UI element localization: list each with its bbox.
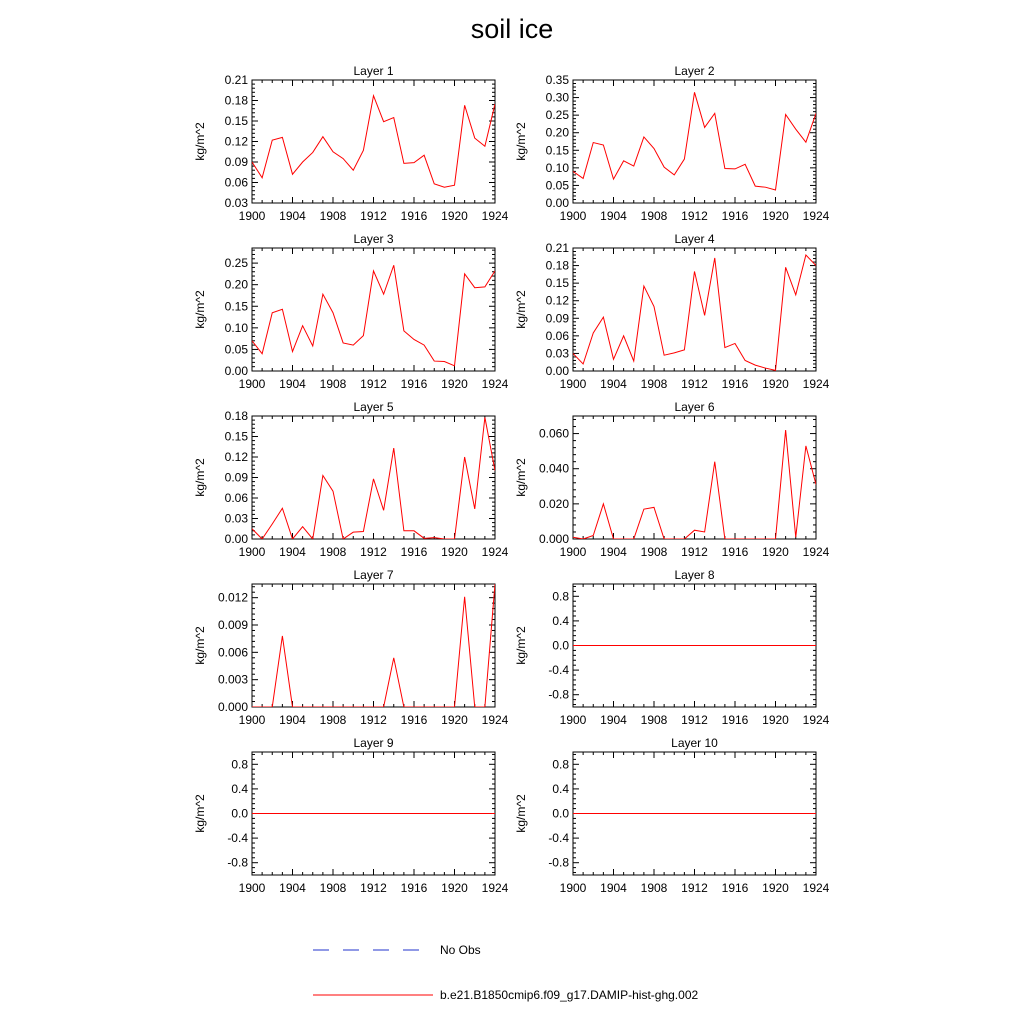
x-tick-label: 1908 <box>319 881 347 895</box>
x-tick-label: 1904 <box>600 881 627 895</box>
y-axis-label: kg/m^2 <box>514 458 528 497</box>
y-tick-label: 0.009 <box>217 618 248 632</box>
y-tick-label: 0.25 <box>545 108 569 123</box>
plot-frame <box>252 416 495 539</box>
y-tick-label: -0.8 <box>227 855 248 870</box>
panel-title: Layer 4 <box>674 232 715 246</box>
y-tick-label: 0.00 <box>545 196 569 210</box>
x-tick-label: 1912 <box>360 545 387 559</box>
x-tick-label: 1912 <box>681 881 708 895</box>
x-tick-label: 1904 <box>600 545 627 559</box>
y-tick-label: 0.8 <box>552 757 569 772</box>
x-tick-label: 1904 <box>279 881 306 895</box>
y-tick-label: 0.000 <box>538 532 569 546</box>
x-tick-label: 1924 <box>802 545 830 559</box>
x-tick-label: 1912 <box>360 881 387 895</box>
y-tick-label: 0.15 <box>224 114 248 128</box>
x-tick-label: 1916 <box>721 545 749 559</box>
x-tick-label: 1900 <box>238 713 266 727</box>
panel-layer-6 <box>514 400 830 559</box>
y-tick-label: 0.15 <box>545 276 569 291</box>
y-tick-label: -0.4 <box>227 831 248 846</box>
panel-layer-3 <box>193 232 509 391</box>
y-tick-label: 0.20 <box>224 277 248 292</box>
y-tick-label: 0.18 <box>224 93 248 108</box>
y-tick-label: 0.8 <box>552 589 569 604</box>
panel-layer-9 <box>193 736 509 895</box>
x-tick-label: 1920 <box>441 713 468 727</box>
x-tick-label: 1904 <box>279 713 306 727</box>
y-tick-label: 0.012 <box>217 590 248 605</box>
y-axis-label: kg/m^2 <box>514 122 528 161</box>
y-tick-label: 0.4 <box>552 613 569 628</box>
series-line-model <box>573 255 816 370</box>
panel-title: Layer 5 <box>353 400 394 414</box>
plot-frame <box>252 248 495 371</box>
x-tick-label: 1920 <box>762 209 789 223</box>
x-tick-label: 1912 <box>360 377 387 391</box>
x-tick-label: 1924 <box>481 881 509 895</box>
panel-layer-1 <box>193 64 509 223</box>
y-tick-label: 0.040 <box>538 461 569 476</box>
y-axis-label: kg/m^2 <box>193 290 207 329</box>
plot-frame <box>573 248 816 371</box>
x-tick-label: 1916 <box>400 377 428 391</box>
y-tick-label: 0.003 <box>217 672 248 687</box>
y-tick-label: 0.0 <box>552 806 569 821</box>
panels-group <box>193 64 830 895</box>
x-tick-label: 1912 <box>681 209 708 223</box>
y-axis-label: kg/m^2 <box>514 626 528 665</box>
y-tick-label: 0.12 <box>545 293 569 308</box>
y-tick-label: 0.8 <box>231 757 248 772</box>
series-line-model <box>573 92 816 190</box>
x-tick-label: 1904 <box>279 545 306 559</box>
x-tick-label: 1908 <box>319 209 347 223</box>
y-tick-label: 0.15 <box>545 143 569 158</box>
x-tick-label: 1900 <box>238 209 266 223</box>
panel-title: Layer 10 <box>671 736 718 750</box>
x-tick-label: 1920 <box>762 713 789 727</box>
x-tick-label: 1908 <box>640 377 668 391</box>
panel-title: Layer 7 <box>353 568 394 582</box>
x-tick-label: 1920 <box>762 377 789 391</box>
x-tick-label: 1924 <box>802 713 830 727</box>
x-tick-label: 1900 <box>559 881 587 895</box>
y-tick-label: 0.21 <box>545 241 569 255</box>
x-tick-label: 1916 <box>721 881 749 895</box>
x-tick-label: 1904 <box>600 713 627 727</box>
x-tick-label: 1900 <box>238 881 266 895</box>
x-tick-label: 1924 <box>802 209 830 223</box>
x-tick-label: 1900 <box>238 545 266 559</box>
y-tick-label: 0.25 <box>224 256 248 271</box>
panel-layer-10 <box>514 736 830 895</box>
panel-layer-5 <box>193 400 509 559</box>
panel-title: Layer 6 <box>674 400 715 414</box>
panel-layer-4 <box>514 232 830 391</box>
x-tick-label: 1900 <box>559 545 587 559</box>
legend-model-label: b.e21.B1850cmip6.f09_g17.DAMIP-hist-ghg.002 <box>440 988 699 1002</box>
y-axis-label: kg/m^2 <box>193 458 207 497</box>
y-tick-label: 0.35 <box>545 73 569 87</box>
y-tick-label: 0.006 <box>217 645 248 660</box>
y-tick-label: 0.10 <box>545 160 569 175</box>
x-tick-label: 1908 <box>319 713 347 727</box>
x-tick-label: 1916 <box>400 545 428 559</box>
legend <box>313 943 698 1002</box>
x-tick-label: 1920 <box>762 545 789 559</box>
y-axis-label: kg/m^2 <box>193 122 207 161</box>
series-line-model <box>252 265 495 366</box>
y-tick-label: 0.000 <box>217 700 248 714</box>
y-tick-label: 0.10 <box>224 320 248 335</box>
y-tick-label: 0.18 <box>224 409 248 423</box>
y-tick-label: 0.05 <box>224 342 248 357</box>
y-tick-label: 0.06 <box>224 491 248 505</box>
y-tick-label: 0.03 <box>224 511 248 526</box>
x-tick-label: 1916 <box>721 377 749 391</box>
x-tick-label: 1908 <box>319 377 347 391</box>
y-tick-label: 0.03 <box>224 196 248 210</box>
y-tick-label: 0.06 <box>224 175 248 190</box>
x-tick-label: 1920 <box>441 881 468 895</box>
y-tick-label: 0.060 <box>538 426 569 441</box>
panel-layer-8 <box>514 568 830 727</box>
x-tick-label: 1900 <box>238 377 266 391</box>
y-tick-label: 0.05 <box>545 178 569 193</box>
y-tick-label: 0.12 <box>224 450 248 464</box>
x-tick-label: 1916 <box>400 881 428 895</box>
x-tick-label: 1924 <box>481 377 509 391</box>
plot-frame <box>252 584 495 707</box>
x-tick-label: 1924 <box>802 377 830 391</box>
series-line-model <box>573 430 816 539</box>
x-tick-label: 1920 <box>441 209 468 223</box>
y-tick-label: 0.4 <box>552 781 569 796</box>
x-tick-label: 1904 <box>600 377 627 391</box>
page-title: soil ice <box>470 14 554 44</box>
y-tick-label: 0.00 <box>545 364 569 378</box>
legend-obs-label: No Obs <box>440 943 481 957</box>
x-tick-label: 1912 <box>360 209 387 223</box>
panel-title: Layer 9 <box>353 736 394 750</box>
y-axis-label: kg/m^2 <box>193 794 207 833</box>
y-tick-label: -0.4 <box>548 663 569 678</box>
series-line-model <box>252 96 495 188</box>
x-tick-label: 1912 <box>681 377 708 391</box>
x-tick-label: 1912 <box>681 713 708 727</box>
plot-frame <box>573 80 816 203</box>
y-tick-label: 0.15 <box>224 299 248 314</box>
x-tick-label: 1904 <box>279 209 306 223</box>
y-tick-label: 0.09 <box>224 155 248 169</box>
y-tick-label: 0.0 <box>552 638 569 653</box>
y-tick-label: 0.21 <box>224 73 248 87</box>
plot-frame <box>573 416 816 539</box>
y-tick-label: 0.03 <box>545 346 569 361</box>
y-tick-label: -0.8 <box>548 855 569 870</box>
y-tick-label: 0.12 <box>224 134 248 149</box>
y-tick-label: 0.09 <box>224 470 248 485</box>
y-tick-label: 0.00 <box>224 364 248 378</box>
x-tick-label: 1900 <box>559 209 587 223</box>
y-tick-label: 0.4 <box>231 781 248 796</box>
y-axis-label: kg/m^2 <box>193 626 207 665</box>
y-tick-label: 0.09 <box>545 311 569 326</box>
x-tick-label: 1916 <box>400 713 428 727</box>
x-tick-label: 1916 <box>400 209 428 223</box>
series-line-model <box>252 584 495 707</box>
y-tick-label: -0.8 <box>548 687 569 702</box>
x-tick-label: 1908 <box>640 881 668 895</box>
series-line-model <box>252 417 495 539</box>
panel-title: Layer 8 <box>674 568 715 582</box>
x-tick-label: 1908 <box>640 545 668 559</box>
y-tick-label: 0.00 <box>224 532 248 546</box>
panel-layer-2 <box>514 64 830 223</box>
y-axis-label: kg/m^2 <box>514 290 528 329</box>
x-tick-label: 1924 <box>481 209 509 223</box>
x-tick-label: 1908 <box>319 545 347 559</box>
x-tick-label: 1908 <box>640 713 668 727</box>
y-tick-label: 0.30 <box>545 90 569 105</box>
x-tick-label: 1920 <box>762 881 789 895</box>
x-tick-label: 1904 <box>279 377 306 391</box>
x-tick-label: 1920 <box>441 545 468 559</box>
y-tick-label: -0.4 <box>548 831 569 846</box>
x-tick-label: 1916 <box>721 209 749 223</box>
x-tick-label: 1920 <box>441 377 468 391</box>
x-tick-label: 1912 <box>681 545 708 559</box>
x-tick-label: 1912 <box>360 713 387 727</box>
panel-title: Layer 1 <box>353 64 394 78</box>
y-axis-label: kg/m^2 <box>514 794 528 833</box>
x-tick-label: 1916 <box>721 713 749 727</box>
panel-layer-7 <box>193 568 509 727</box>
x-tick-label: 1908 <box>640 209 668 223</box>
x-tick-label: 1924 <box>481 713 509 727</box>
x-tick-label: 1924 <box>802 881 830 895</box>
y-tick-label: 0.06 <box>545 328 569 343</box>
x-tick-label: 1900 <box>559 377 587 391</box>
panel-title: Layer 3 <box>353 232 394 246</box>
y-tick-label: 0.18 <box>545 258 569 273</box>
y-tick-label: 0.0 <box>231 806 248 821</box>
x-tick-label: 1900 <box>559 713 587 727</box>
y-tick-label: 0.020 <box>538 496 569 511</box>
panel-title: Layer 2 <box>674 64 715 78</box>
x-tick-label: 1904 <box>600 209 627 223</box>
y-tick-label: 0.15 <box>224 429 248 444</box>
x-tick-label: 1924 <box>481 545 509 559</box>
y-tick-label: 0.20 <box>545 125 569 140</box>
